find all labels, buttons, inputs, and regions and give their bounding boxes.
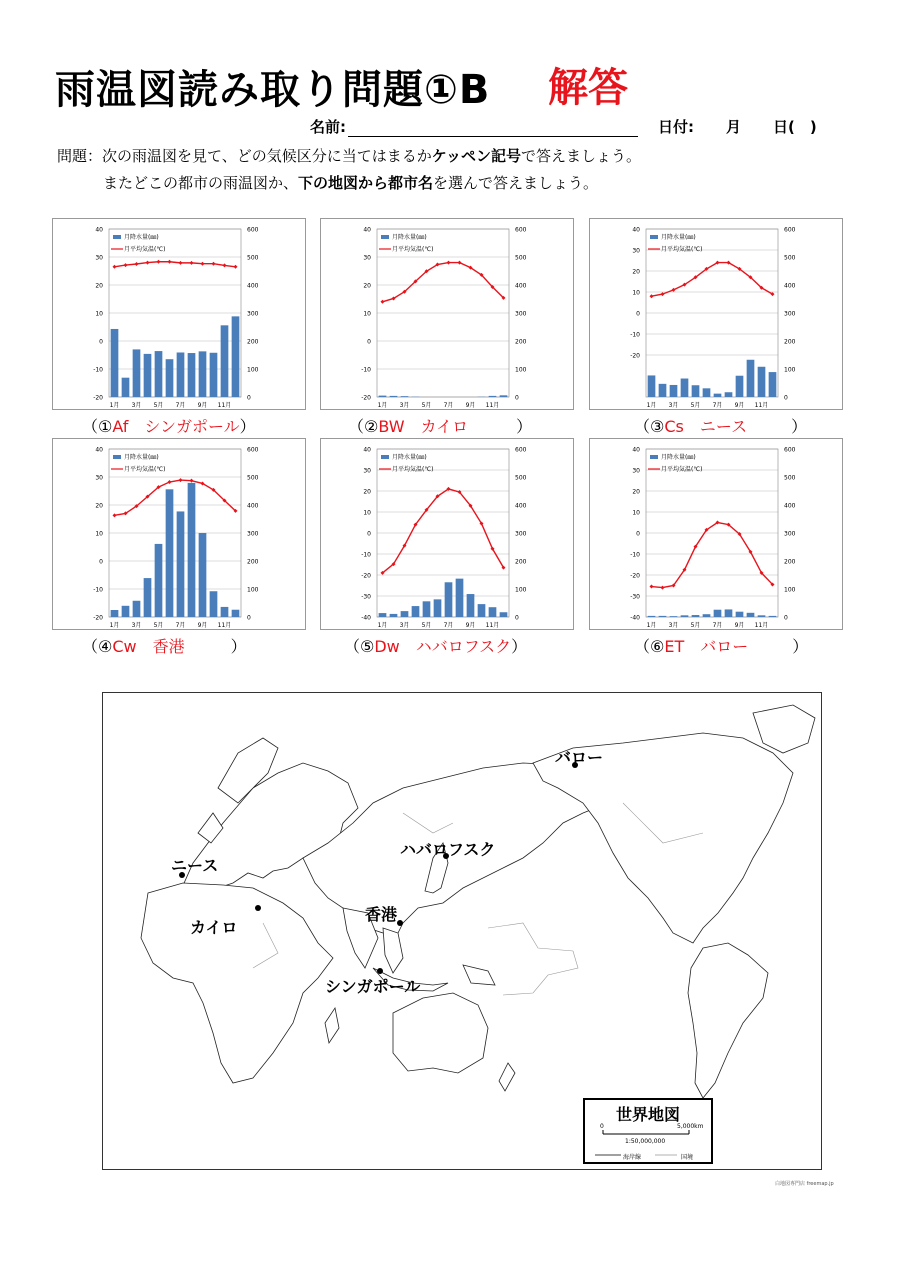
precip-tick-label: 400 — [515, 282, 527, 290]
precip-bar — [166, 359, 174, 397]
precip-tick-label: 400 — [515, 502, 527, 510]
temp-tick-label: -10 — [630, 331, 640, 339]
precip-bar — [758, 367, 766, 397]
temp-point — [381, 300, 385, 304]
x-tick-label: 3月 — [399, 622, 410, 629]
x-tick-label: 11月 — [217, 622, 232, 629]
temp-point — [650, 585, 654, 589]
precip-tick-label: 0 — [247, 614, 251, 622]
precip-bar — [692, 615, 700, 617]
x-tick-label: 3月 — [668, 402, 679, 409]
city-nice: ニース — [171, 856, 219, 875]
scale-end: 5,000km — [677, 1123, 704, 1130]
temp-point — [113, 513, 117, 517]
precip-tick-label: 200 — [515, 338, 527, 346]
temp-tick-label: 10 — [632, 289, 640, 297]
climate-chart-3 — [589, 218, 843, 410]
precip-tick-label: 600 — [784, 226, 796, 234]
x-tick-label: 7月 — [443, 402, 454, 409]
temp-point — [146, 261, 150, 265]
precip-tick-label: 300 — [515, 310, 527, 318]
precip-tick-label: 300 — [784, 310, 796, 318]
x-tick-label: 7月 — [443, 622, 454, 629]
precip-bar — [670, 385, 678, 397]
precip-bar — [133, 601, 141, 617]
temp-tick-label: 10 — [632, 509, 640, 517]
temp-point — [190, 261, 194, 265]
legend-temp-label: 月平均気温(℃) — [124, 466, 166, 473]
precip-tick-label: 0 — [247, 394, 251, 402]
temp-tick-label: 30 — [363, 467, 371, 475]
precip-bar — [210, 591, 218, 617]
precip-bar — [232, 316, 240, 397]
temp-tick-label: -20 — [361, 572, 371, 580]
precip-tick-label: 500 — [784, 474, 796, 482]
climate-chart-5 — [320, 438, 574, 630]
temp-tick-label: 20 — [632, 488, 640, 496]
legend-precip-label: 月降水量(㎜) — [392, 454, 427, 461]
coastline-label: 海岸線 — [623, 1154, 642, 1161]
x-tick-label: 5月 — [690, 402, 701, 409]
city-cairo: カイロ — [190, 918, 238, 937]
precip-bar — [111, 329, 119, 397]
temp-tick-label: 20 — [95, 282, 103, 290]
x-tick-label: 11月 — [754, 402, 769, 409]
precip-bar — [445, 582, 453, 617]
temp-tick-label: -20 — [630, 572, 640, 580]
x-tick-label: 11月 — [217, 402, 232, 409]
x-tick-label: 9月 — [734, 402, 745, 409]
temp-line — [115, 480, 236, 515]
precip-bar — [747, 613, 755, 617]
temp-tick-label: 0 — [99, 558, 103, 566]
precip-tick-label: 500 — [247, 254, 259, 262]
temp-line — [652, 523, 773, 588]
map-credit: 白地図専門店 freemap.jp — [775, 1181, 834, 1187]
answer-5: （⑤Dw ハバロフスク） — [344, 637, 528, 656]
temp-point — [168, 260, 172, 264]
precip-tick-label: 0 — [784, 614, 788, 622]
question-line-1: 問題：次の雨温図を見て、どの気候区分に当てはまるかケッペン記号で答えましょう。 — [57, 147, 641, 165]
legend-temp-label: 月平均気温(℃) — [392, 246, 434, 253]
x-tick-label: 5月 — [421, 622, 432, 629]
page-title: 雨温図読み取り問題①B — [55, 67, 491, 113]
temp-tick-label: -10 — [630, 551, 640, 559]
world-map — [102, 692, 822, 1170]
precip-bar — [390, 396, 398, 397]
precip-bar — [155, 351, 163, 397]
precip-bar — [177, 352, 185, 397]
x-tick-label: 5月 — [690, 622, 701, 629]
x-tick-label: 5月 — [421, 402, 432, 409]
temp-point — [650, 294, 654, 298]
precip-tick-label: 0 — [515, 394, 519, 402]
temp-point — [179, 478, 183, 482]
precip-bar — [758, 615, 766, 617]
x-tick-label: 1月 — [377, 402, 388, 409]
precip-bar — [769, 616, 777, 617]
temp-tick-label: 30 — [363, 254, 371, 262]
precip-bar — [144, 578, 152, 617]
city-khabarovsk: ハバロフスク — [400, 840, 496, 859]
temp-tick-label: 10 — [95, 530, 103, 538]
precip-bar — [703, 388, 711, 397]
temp-point — [190, 479, 194, 483]
temp-tick-label: 0 — [636, 310, 640, 318]
temp-line — [115, 262, 236, 267]
precip-bar — [478, 604, 486, 617]
temp-tick-label: -20 — [630, 352, 640, 360]
temp-tick-label: -10 — [361, 366, 371, 374]
precip-tick-label: 400 — [784, 502, 796, 510]
precip-bar — [401, 611, 409, 617]
precip-bar — [659, 616, 667, 617]
name-line[interactable] — [348, 122, 638, 137]
precip-bar — [412, 606, 420, 617]
precip-tick-label: 300 — [515, 530, 527, 538]
precip-bar — [659, 384, 667, 397]
temp-line — [652, 263, 773, 297]
precip-bar — [670, 616, 678, 617]
precip-tick-label: 300 — [784, 530, 796, 538]
temp-point — [124, 263, 128, 267]
temp-tick-label: 20 — [95, 502, 103, 510]
legend-precip-swatch — [113, 235, 121, 239]
precip-tick-label: 600 — [515, 226, 527, 234]
precip-bar — [199, 533, 207, 617]
temp-tick-label: 40 — [95, 226, 103, 234]
answer-4: （④Cw 香港 ） — [82, 637, 247, 656]
x-tick-label: 7月 — [712, 622, 723, 629]
temp-point — [179, 261, 183, 265]
precip-bar — [144, 354, 152, 397]
x-tick-label: 7月 — [175, 622, 186, 629]
name-row — [310, 116, 638, 137]
city-barrow: バロー — [555, 748, 604, 767]
temp-tick-label: -40 — [361, 614, 371, 622]
temp-tick-label: -30 — [361, 593, 371, 601]
temp-tick-label: -20 — [361, 394, 371, 402]
legend-temp-label: 月平均気温(℃) — [661, 466, 703, 473]
precip-bar — [188, 483, 196, 617]
temp-point — [135, 262, 139, 266]
precip-bar — [747, 360, 755, 397]
legend-precip-label: 月降水量(㎜) — [124, 454, 159, 461]
temp-line — [383, 489, 504, 573]
precip-tick-label: 500 — [515, 254, 527, 262]
precip-tick-label: 100 — [247, 366, 259, 374]
legend-precip-swatch — [650, 235, 658, 239]
precip-tick-label: 200 — [247, 338, 259, 346]
precip-bar — [769, 372, 777, 397]
temp-point — [157, 260, 161, 264]
precip-bar — [736, 612, 744, 617]
precip-bar — [390, 614, 398, 617]
date-row — [658, 116, 817, 137]
x-tick-label: 7月 — [712, 402, 723, 409]
precip-bar — [725, 609, 733, 617]
precip-bar — [133, 349, 141, 397]
answer-label: 解答 — [548, 65, 628, 111]
climate-chart-1 — [52, 218, 306, 410]
precip-tick-label: 600 — [515, 446, 527, 454]
precip-bar — [681, 379, 689, 397]
city-hong-kong: 香港 — [365, 905, 398, 924]
temp-tick-label: -10 — [361, 551, 371, 559]
precip-bar — [221, 325, 229, 397]
temp-tick-label: -20 — [93, 394, 103, 402]
temp-tick-label: 40 — [363, 446, 371, 454]
precip-bar — [379, 396, 387, 397]
precip-bar — [155, 544, 163, 617]
precip-tick-label: 400 — [784, 282, 796, 290]
scale-start: 0 — [600, 1123, 604, 1130]
temp-tick-label: -30 — [630, 593, 640, 601]
precip-bar — [648, 616, 656, 617]
border-label: 国境 — [681, 1154, 694, 1161]
legend-precip-swatch — [650, 455, 658, 459]
temp-tick-label: 30 — [632, 247, 640, 255]
answer-3: （③Cs ニース ） — [634, 417, 808, 436]
x-tick-label: 9月 — [197, 402, 208, 409]
answer-1: （①Af シンガポール） — [82, 417, 256, 436]
temp-point — [201, 262, 205, 266]
answer-2: （②BW カイロ ） — [348, 417, 533, 436]
precip-tick-label: 100 — [784, 366, 796, 374]
legend-temp-label: 月平均気温(℃) — [124, 246, 166, 253]
precip-tick-label: 400 — [247, 282, 259, 290]
legend-precip-label: 月降水量(㎜) — [661, 234, 696, 241]
precip-tick-label: 200 — [247, 558, 259, 566]
temp-tick-label: 0 — [636, 530, 640, 538]
precip-bar — [111, 610, 119, 617]
precip-bar — [714, 394, 722, 397]
temp-tick-label: 40 — [363, 226, 371, 234]
precip-bar — [177, 511, 185, 617]
precip-bar — [681, 615, 689, 617]
precip-tick-label: 400 — [247, 502, 259, 510]
city-singapore: シンガポール — [325, 977, 421, 996]
legend-temp-label: 月平均気温(℃) — [392, 466, 434, 473]
x-tick-label: 1月 — [646, 402, 657, 409]
temp-tick-label: 40 — [95, 446, 103, 454]
x-tick-label: 3月 — [399, 402, 410, 409]
temp-tick-label: 10 — [95, 310, 103, 318]
x-tick-label: 11月 — [485, 622, 500, 629]
precip-bar — [423, 601, 431, 617]
legend-precip-label: 月降水量(㎜) — [124, 234, 159, 241]
x-tick-label: 1月 — [109, 622, 120, 629]
temp-tick-label: 0 — [367, 530, 371, 538]
x-tick-label: 9月 — [465, 622, 476, 629]
precip-tick-label: 0 — [515, 614, 519, 622]
x-tick-label: 11月 — [754, 622, 769, 629]
x-tick-label: 9月 — [197, 622, 208, 629]
temp-tick-label: 30 — [95, 474, 103, 482]
x-tick-label: 9月 — [465, 402, 476, 409]
precip-bar — [199, 351, 207, 397]
precip-tick-label: 300 — [247, 310, 259, 318]
precip-tick-label: 200 — [784, 558, 796, 566]
precip-bar — [500, 612, 508, 617]
precip-tick-label: 500 — [515, 474, 527, 482]
x-tick-label: 3月 — [668, 622, 679, 629]
temp-tick-label: -40 — [630, 614, 640, 622]
precip-tick-label: 200 — [515, 558, 527, 566]
precip-bar — [500, 395, 508, 397]
precip-bar — [122, 378, 130, 397]
precip-bar — [648, 375, 656, 397]
date-label: 日付: — [658, 118, 694, 136]
precip-bar — [456, 579, 464, 617]
x-tick-label: 3月 — [131, 402, 142, 409]
precip-tick-label: 600 — [784, 446, 796, 454]
temp-tick-label: -10 — [93, 586, 103, 594]
precip-tick-label: 600 — [247, 226, 259, 234]
precip-tick-label: 300 — [247, 530, 259, 538]
x-tick-label: 5月 — [153, 402, 164, 409]
precip-bar — [489, 607, 497, 617]
precip-bar — [714, 610, 722, 617]
precip-bar — [692, 385, 700, 397]
temp-point — [212, 262, 216, 266]
temp-tick-label: -20 — [93, 614, 103, 622]
temp-tick-label: 10 — [363, 509, 371, 517]
temp-point — [661, 586, 665, 590]
precip-bar — [166, 489, 174, 617]
precip-bar — [434, 599, 442, 617]
precip-tick-label: 0 — [784, 394, 788, 402]
x-tick-label: 11月 — [485, 402, 500, 409]
temp-point — [223, 263, 227, 267]
temp-point — [447, 261, 451, 265]
question-line-2: またどこの都市の雨温図か、下の地図から都市名を選んで答えましょう。 — [103, 174, 599, 192]
precip-bar — [467, 594, 475, 617]
precip-bar — [122, 606, 130, 617]
temp-tick-label: 30 — [632, 467, 640, 475]
temp-tick-label: 0 — [367, 338, 371, 346]
temp-tick-label: 20 — [363, 488, 371, 496]
temp-tick-label: 10 — [363, 310, 371, 318]
map-legend-title: 世界地図 — [615, 1105, 680, 1124]
precip-tick-label: 100 — [784, 586, 796, 594]
precip-bar — [232, 610, 240, 617]
climate-chart-2 — [320, 218, 574, 410]
precip-tick-label: 200 — [784, 338, 796, 346]
name-label: 名前: — [310, 118, 346, 136]
legend-precip-label: 月降水量(㎜) — [661, 454, 696, 461]
legend-precip-swatch — [381, 235, 389, 239]
temp-tick-label: 40 — [632, 446, 640, 454]
climate-chart-6 — [589, 438, 843, 630]
legend-precip-swatch — [113, 455, 121, 459]
precip-bar — [489, 396, 497, 397]
precip-tick-label: 500 — [247, 474, 259, 482]
temp-tick-label: 20 — [632, 268, 640, 276]
precip-bar — [221, 607, 229, 617]
temp-tick-label: 40 — [632, 226, 640, 234]
day-label: 日( ) — [773, 118, 817, 136]
climate-chart-4 — [52, 438, 306, 630]
temp-point — [661, 292, 665, 296]
month-label: 月 — [726, 118, 742, 136]
precip-bar — [736, 376, 744, 397]
answer-6: （⑥ET バロー ） — [634, 637, 809, 656]
x-tick-label: 1月 — [646, 622, 657, 629]
x-tick-label: 1月 — [109, 402, 120, 409]
x-tick-label: 1月 — [377, 622, 388, 629]
temp-tick-label: -10 — [93, 366, 103, 374]
temp-line — [383, 263, 504, 302]
precip-bar — [703, 614, 711, 617]
x-tick-label: 5月 — [153, 622, 164, 629]
precip-tick-label: 100 — [515, 366, 527, 374]
x-tick-label: 7月 — [175, 402, 186, 409]
precip-bar — [401, 396, 409, 397]
map-legend — [583, 1098, 713, 1164]
x-tick-label: 3月 — [131, 622, 142, 629]
precip-bar — [210, 353, 218, 397]
temp-tick-label: 0 — [99, 338, 103, 346]
temp-point — [234, 265, 238, 269]
precip-tick-label: 500 — [784, 254, 796, 262]
temp-tick-label: 30 — [95, 254, 103, 262]
legend-precip-swatch — [381, 455, 389, 459]
precip-tick-label: 600 — [247, 446, 259, 454]
temp-tick-label: 20 — [363, 282, 371, 290]
precip-tick-label: 100 — [247, 586, 259, 594]
temp-point — [113, 265, 117, 269]
precip-bar — [379, 613, 387, 617]
legend-precip-label: 月降水量(㎜) — [392, 234, 427, 241]
precip-tick-label: 100 — [515, 586, 527, 594]
legend-temp-label: 月平均気温(℃) — [661, 246, 703, 253]
scale-ratio: 1:50,000,000 — [625, 1138, 666, 1145]
x-tick-label: 9月 — [734, 622, 745, 629]
precip-bar — [188, 353, 196, 397]
precip-bar — [725, 392, 733, 397]
